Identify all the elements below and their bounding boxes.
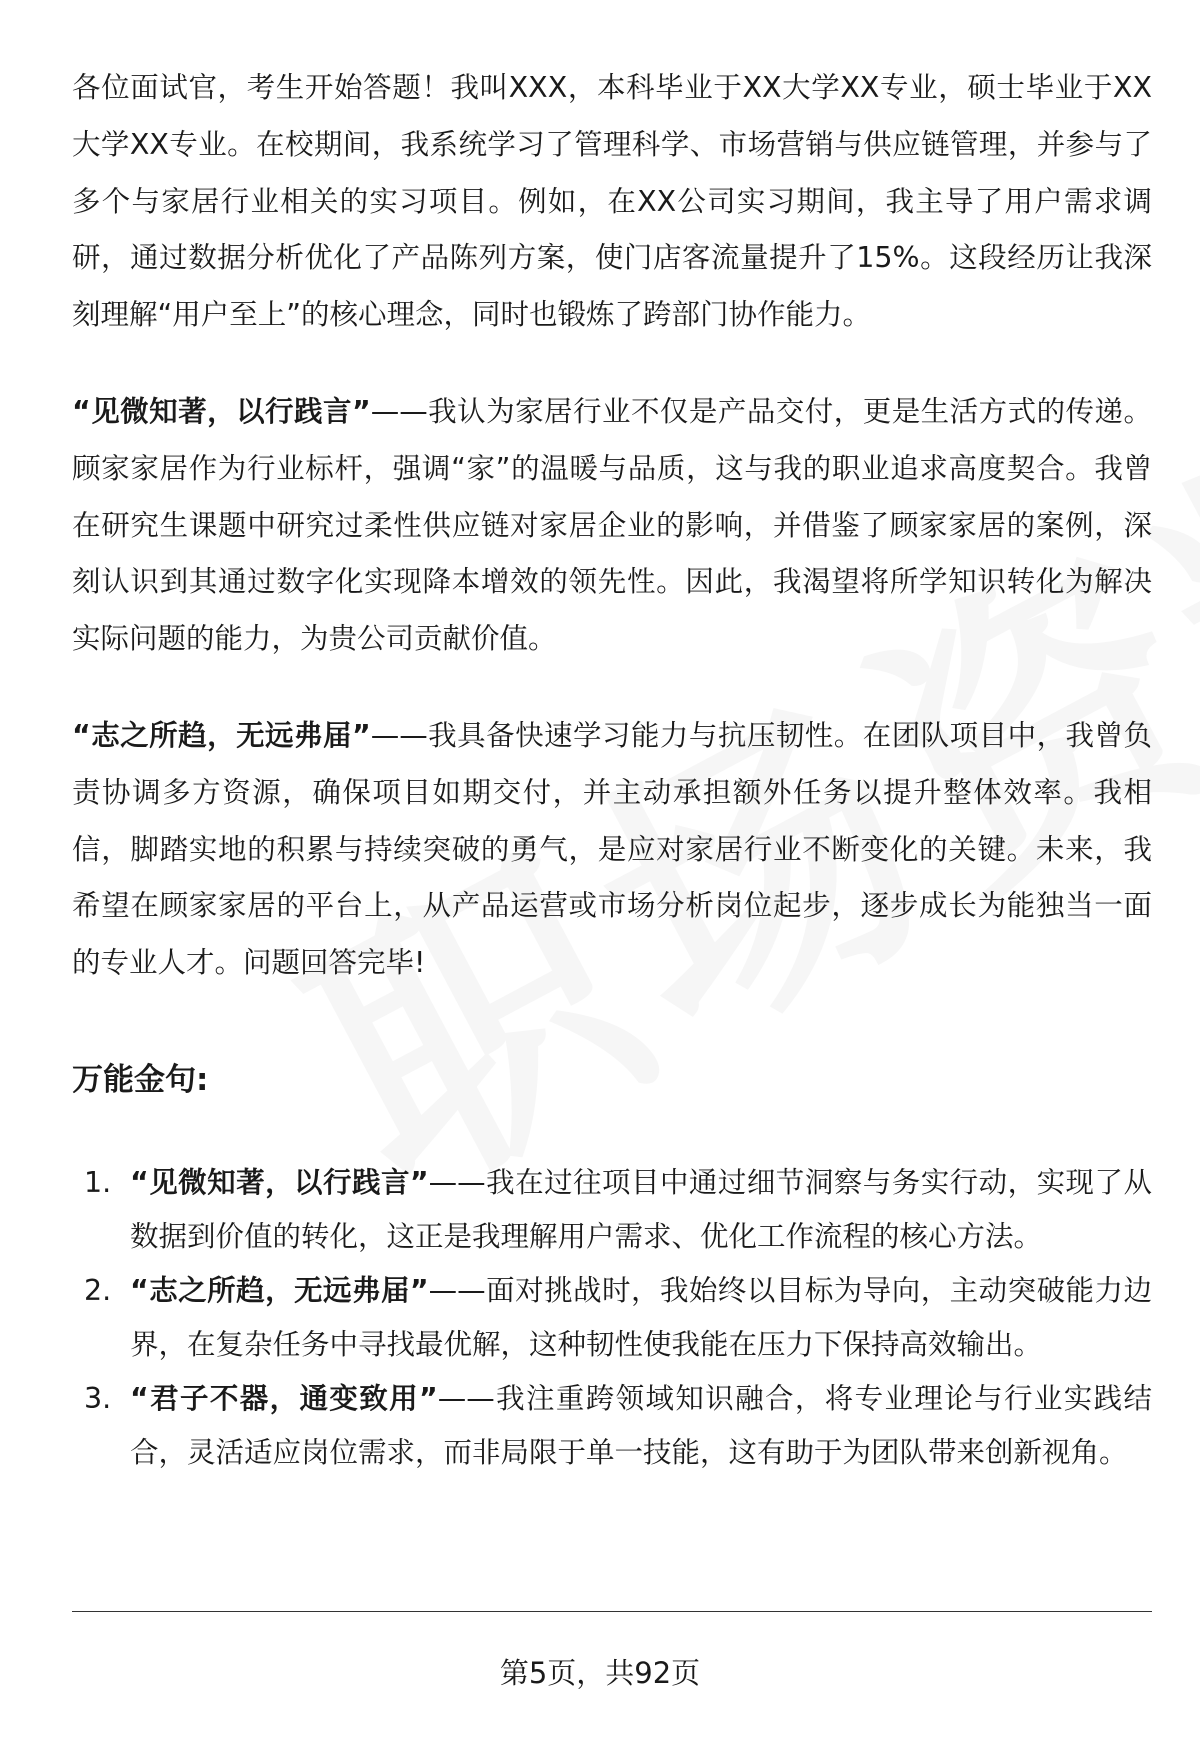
section-title: 万能金句: <box>72 1061 209 1098</box>
paragraph-text: ——我具备快速学习能力与抗压韧性。在团队项目中，我曾负责协调多方资源，确保项目如期交付，并主动承担额外任务以提升整体效率。我相信，脚踏实地的积累与持续突破的勇气，是应对家居行业不断变化的关键。未来，我希望在顾家家居的平台上，从产品运营或市场分析岗位起步，逐步成长为能独当一面的专业人才。问题回答完毕! <box>72 718 1152 980</box>
page-number: 第5页，共92页 <box>499 1656 701 1690</box>
list-number: 2. <box>84 1273 112 1307</box>
paragraph-intro <box>72 60 1152 344</box>
list-number: 1. <box>84 1165 112 1199</box>
page-content <box>72 60 1152 1480</box>
golden-quotes-list <box>72 1156 1152 1480</box>
list-number: 3. <box>84 1381 112 1415</box>
list-text: ——面对挑战时，我始终以目标为导向，主动突破能力边界，在复杂任务中寻找最优解，这种韧性使我能在压力下保持高效输出。 <box>130 1273 1152 1361</box>
list-lead-phrase: “见微知著，以行践言” <box>130 1165 429 1199</box>
footer-divider <box>72 1611 1152 1612</box>
paragraph-strengths <box>72 708 1152 992</box>
list-item <box>72 1156 1152 1264</box>
paragraph-lead-phrase: “志之所趋，无远弗届” <box>72 718 371 752</box>
list-item <box>72 1372 1152 1480</box>
list-lead-phrase: “君子不器，通变致用” <box>130 1381 438 1415</box>
list-lead-phrase: “志之所趋，无远弗届” <box>130 1273 429 1307</box>
paragraph-text: ——我认为家居行业不仅是产品交付，更是生活方式的传递。顾家家居作为行业标杆，强调“家”的温暖与品质，这与我的职业追求高度契合。我曾在研究生课题中研究过柔性供应链对家居企业的影响，并借鉴了顾家家居的案例，深刻认识到其通过数字化实现降本增效的领先性。因此，我渴望将所学知识转化为解决实际问题的能力，为贵公司贡献价值。 <box>72 394 1152 656</box>
list-text: ——我注重跨领域知识融合，将专业理论与行业实践结合，灵活适应岗位需求，而非局限于单一技能，这有助于为团队带来创新视角。 <box>130 1381 1152 1469</box>
list-item <box>72 1264 1152 1372</box>
paragraph-text: 各位面试官，考生开始答题！我叫XXX，本科毕业于XX大学XX专业，硕士毕业于XX大学XX专业。在校期间，我系统学习了管理科学、市场营销与供应链管理，并参与了多个与家居行业相关的实习项目。例如，在XX公司实习期间，我主导了用户需求调研，通过数据分析优化了产品陈列方案，使门店客流量提升了15%。这段经历让我深刻理解“用户至上”的核心理念，同时也锻炼了跨部门协作能力。 <box>72 71 1152 332</box>
paragraph-lead-phrase: “见微知著，以行践言” <box>72 394 371 428</box>
list-text: ——我在过往项目中通过细节洞察与务实行动，实现了从数据到价值的转化，这正是我理解用户需求、优化工作流程的核心方法。 <box>130 1165 1152 1253</box>
paragraph-industry-view <box>72 384 1152 668</box>
